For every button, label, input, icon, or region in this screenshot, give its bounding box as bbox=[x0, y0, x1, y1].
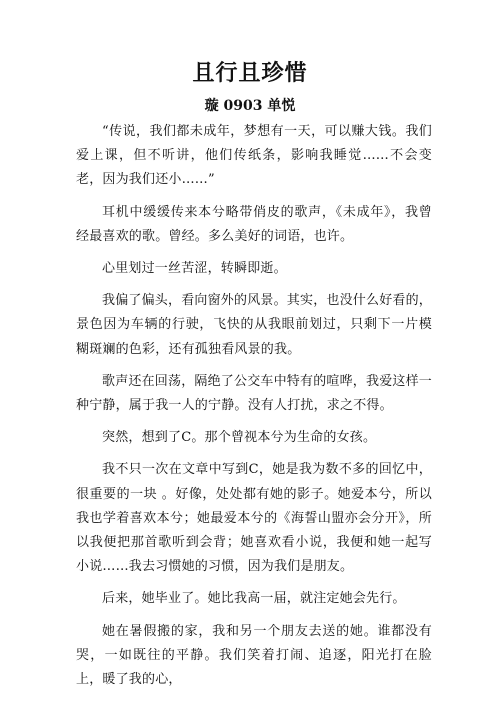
author-byline: 璇 0903 单悦 bbox=[204, 98, 296, 114]
paragraph-9: 她在暑假搬的家，我和另一个朋友去送的她。谁都没有哭，一如既往的平静。我们笑着打闹、追逐，阳光打在脸上，暖了我的心， bbox=[76, 623, 432, 688]
paragraph-7: 我不只一次在文章中写到C，她是我为数不多的回忆中，很重要的一块 。好像，处处都有她的影子。她爱本兮，所以我也学着喜欢本兮；她最爱本兮的《海誓山盟亦会分开》，所以我便把那首歌听到会背；她喜欢看小说，我便和她一起写小说……我去习惯她的习惯，因为我们是朋友。 bbox=[76, 462, 432, 575]
paragraph-2: 耳机中缓缓传来本兮略带俏皮的歌声，《未成年》，我曾经最喜欢的歌。曾经。多么美好的词语，也许。 bbox=[76, 204, 432, 244]
paragraph-3: 心里划过一丝苦涩，转瞬即逝。 bbox=[102, 261, 287, 277]
paragraph-5: 歌声还在回荡，隔绝了公交车中特有的喧哗，我爱这样一种宁静，属于我一人的宁静。没有人打扰，求之不得。 bbox=[76, 373, 433, 414]
paragraph-4: 我偏了偏头，看向窗外的风景。其实，也没什么好看的，景色因为车辆的行驶，飞快的从我眼前划过，只剩下一片模糊斑斓的色彩，还有孤独看风景的我。 bbox=[76, 293, 433, 357]
paragraph-8: 后来，她毕业了。她比我高一届，就注定她会先行。 bbox=[102, 591, 406, 607]
document-body bbox=[76, 120, 432, 700]
paragraph-6: 突然，想到了C。那个曾视本兮为生命的女孩。 bbox=[102, 430, 377, 446]
paragraph-1: “传说，我们都未成年，梦想有一天，可以赚大钱。我们爱上课，但不听讲，他们传纸条，影响我睡觉……不会变老，因为我们还小……” bbox=[76, 124, 432, 188]
document-title: 且行且珍惜 bbox=[192, 60, 308, 86]
